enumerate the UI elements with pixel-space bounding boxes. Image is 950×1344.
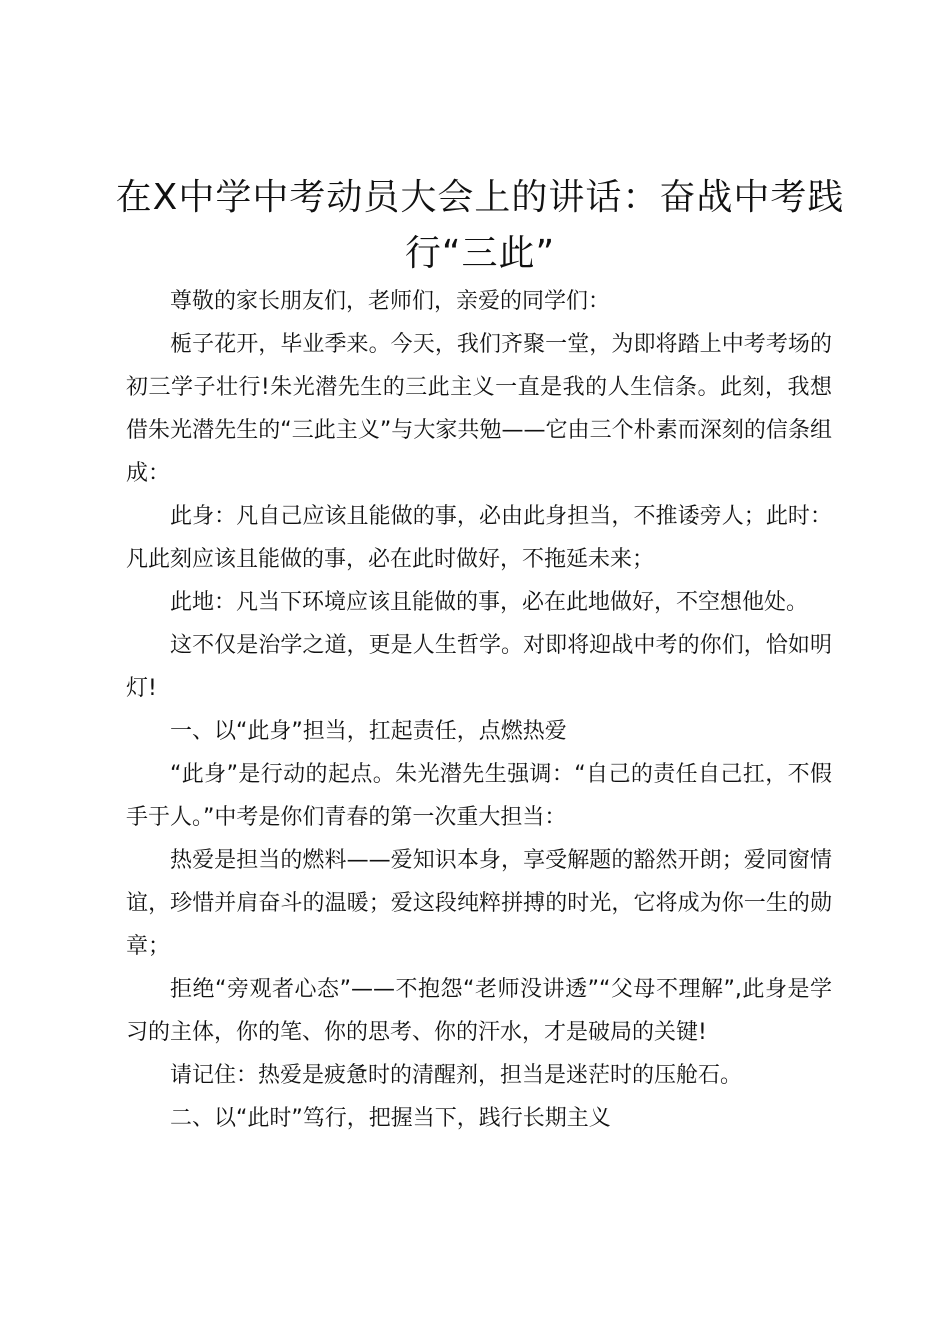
document-body (126, 280, 832, 1140)
body-paragraph: 拒绝“旁观者心态”——不抱怨“老师没讲透”“父母不理解”,此身是学习的主体，你的笔、你的思考、你的汗水，才是破局的关键! (126, 977, 832, 1045)
body-paragraph: 这不仅是治学之道，更是人生哲学。对即将迎战中考的你们，恰如明灯! (126, 633, 832, 701)
title-line-2: 行“三此” (404, 233, 556, 274)
body-paragraph: 热爱是担当的燃料——爱知识本身，享受解题的豁然开朗；爱同窗情谊，珍惜并肩奋斗的温暖；爱这段纯粹拼搏的时光，它将成为你一生的勋章； (126, 848, 832, 959)
section-heading-1: 一、以“此身”担当，扛起责任，点燃热爱 (170, 719, 567, 744)
title-line-1: 在X中学中考动员大会上的讲话：奋战中考践 (115, 177, 845, 218)
body-paragraph: “此身”是行动的起点。朱光潜先生强调：“自己的责任自己扛，不假手于人。”中考是你们青春的第一次重大担当： (126, 762, 832, 830)
section-heading-2: 二、以“此时”笃行，把握当下，践行长期主义 (170, 1106, 611, 1131)
document-title (110, 170, 850, 282)
body-paragraph: 请记住：热爱是疲惫时的清醒剂，担当是迷茫时的压舱石。 (170, 1063, 743, 1088)
salutation-paragraph: 尊敬的家长朋友们，老师们，亲爱的同学们： (170, 289, 611, 314)
body-paragraph: 此地：凡当下环境应该且能做的事，必在此地做好，不空想他处。 (170, 590, 809, 615)
opening-paragraph: 栀子花开，毕业季来。今天，我们齐聚一堂，为即将踏上中考考场的初三学子壮行!朱光潜先生的三此主义一直是我的人生信条。此刻，我想借朱光潜先生的“三此主义”与大家共勉——它由三个朴素而深刻的信条组成： (126, 332, 832, 486)
body-paragraph: 此身：凡自己应该且能做的事，必由此身担当，不推诿旁人；此时：凡此刻应该且能做的事，必在此时做好，不拖延未来； (126, 504, 832, 572)
